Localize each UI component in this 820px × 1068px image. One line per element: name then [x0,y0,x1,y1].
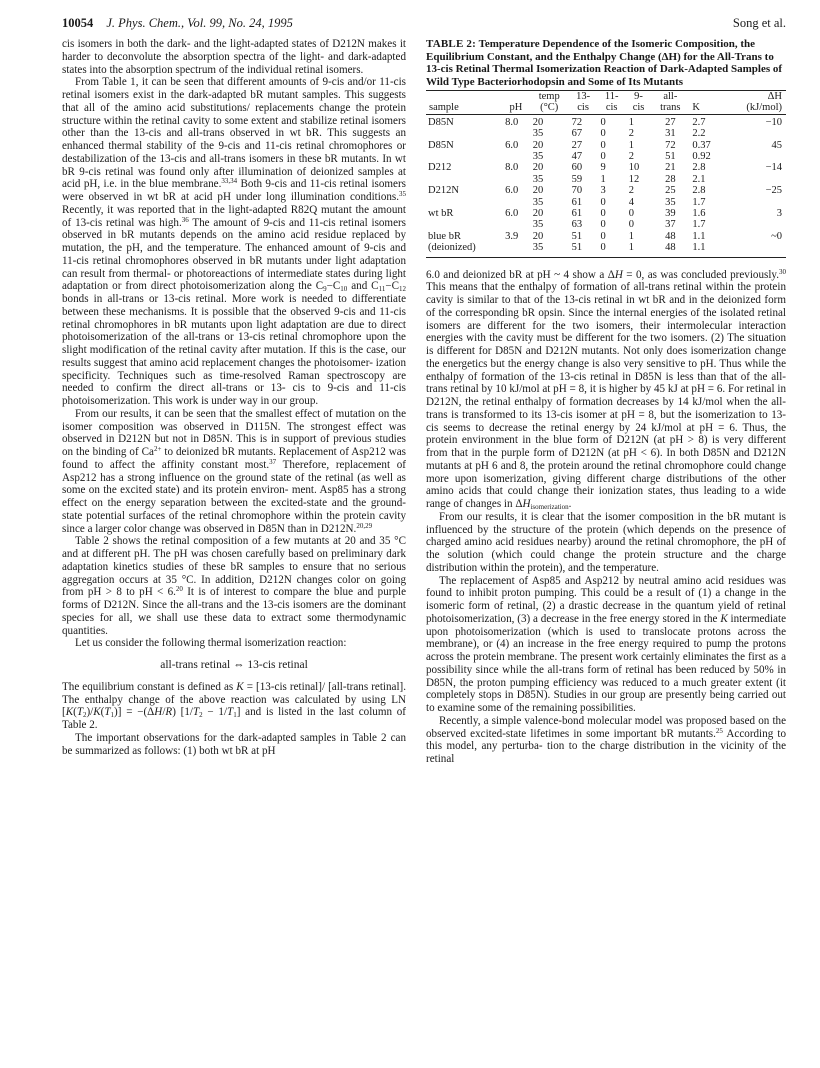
right-column [426,38,786,766]
text-run: Therefore, replacement of Asp212 has a strong influence on the ground state of the retinal (as well as some on the excited state) and its protein environ- ment. Asp85 has a strong effect on the energy separation between the excited-state and the ground-state potential surfaces of the retinal chromophore within the protein cavity since a larger color change was observed in D85N than in D212N. [62,458,406,535]
table-cell: 28 [665,173,676,185]
table-cell: 0 [628,219,635,231]
table-cell: 47 [571,151,583,163]
table-cell [725,174,786,185]
table-cell: 0 [600,230,606,242]
table-2 [426,90,786,258]
italic-symbol: T [192,706,200,719]
subscript: 10 [340,285,348,294]
text-run: The amount of 9-cis and 11-cis retinal isomers observed in bR mutants depends on the amino acid residue replaced by mutation, the pH, and the temperature. The enhanced amount of 9-cis and 11-cis retinal chromophores observed in bR mutants under light adaptation can result from thermal- or photoreactions of intermediate states during light adaptation or from direct photoisomerization along the C [62,216,406,293]
table-cell: 2.8 [692,162,706,174]
table-cell: 8.0 [505,116,519,128]
table-cell: (deionized) [428,242,476,254]
text-run: intermediate upon photoisomerization (which is used to translocate protons across the membrane), or (4) an increase in the free energy required to pump the protons across the protein membrane. The present work certainly eliminates the first as a possibility since while the all-trans form of retinal has been reduced by 50% in D85N, the proton pumping efficiency was reduced to a much greater extent (it completely stops in D85N). Studies in our group are presently being carried out to examine some of the remaining possibilities. [426,612,786,715]
table-cell: D85N [428,139,454,151]
table-cell: 61 [571,196,583,208]
table-cell: 1.7 [692,196,706,208]
text-run: −C [326,280,341,293]
table-row [426,151,786,162]
table-cell: 3 [600,185,606,197]
text-run: bonds in all-trans or 13-cis retinal. More work is needed to differentiate between these mechanisms. It is possible that the observed 9-cis and 11-cis retinal chromophores in bR mutants upon light adaptation are due to direct photoisomerization of the all-trans or 13-cis retinal chromophore upon the slight modification of the retinal cavity after mutation. If this is the case, our results suggest that amino acid replacement changes the photoisomer- ization specificity. Techniques such as time-resolved Raman spectroscopy are needed to confirm the direct all-trans or 13- cis to 9-cis and 11-cis photoisomerization. This work is under way in our group. [62,293,406,407]
subscript: 2 [82,711,87,720]
italic-symbol: T [104,706,111,719]
italic-symbol: K [65,706,74,719]
table-cell: 0 [600,139,606,151]
table-cell: D85N [428,116,454,128]
page-number: 10054 [62,16,94,30]
text-run: From our results, it is clear that the isomer composition in the bR mutant is influenced by the structure of the protein (which depends on the presence of charged amino acid residues nearby) around the retinal chromophore, the pH of the solution (which could change the protein structure and the charge distribution within the protein), and the temperature. [426,510,786,574]
table-cell: 67 [571,128,583,140]
table-cell: 35 [532,128,544,140]
table-row [426,174,786,185]
text-run: This means that the enthalpy of formation of all-trans retinal within the protein cavity is similar to that of the 13-cis retinal in wt bR and in the deionized form of the corresponding bR opsin. Since the internal energies of the isolated retinal isomers are different for the two isomers, their intermolecular interaction energies with the cavity must be different for the two isomers. (2) The situation is different for D85N and D212N mutants. Not only does isomerization change the energetics but the energy change is also very sensitive to pH. Thus while the enthalpy of formation of the 13-cis retinal in D85N is less than that of the all-trans retinal by 10 kJ/mol at pH = 8, it is higher by 45 kJ at pH = 6. For retinal in D212N, the retinal enthalpy of formation decreases by 14 kJ/mol when the all-trans is transformed to its 13-cis isomer at pH = 8, but the isomerization to 13-cis seems to decrease the retinal energy by 24 kJ/mol at pH = 6. Thus, the protein environment in the blue form of D212N (at pH > 8) is very different from that in the purple form of D212N (at pH < 6). In both D85N and D212N mutants at pH 6 and 8, the protein around the retinal chromophore could change more upon isomerization, giving different charge distributions of the other amino acids that could change their ionization states, thus leading to a wide range of changes in Δ [426,281,786,511]
table-cell: 1 [628,242,635,254]
table-header-cell: temp [538,91,560,102]
table-caption [426,38,786,88]
table-cell: 1 [600,173,606,185]
table-cell [502,219,530,230]
table-cell: 3.9 [505,230,519,242]
table-row [426,185,786,196]
table-cell: 1 [628,116,635,128]
text-run: The important observations for the dark-adapted samples in Table 2 can be summarized as follows: (1) both wt bR at pH [62,731,406,757]
table-header-cell: K [689,102,724,114]
italic-symbol: T [76,706,83,719]
table-cell: 20 [532,230,544,242]
table-cell [426,174,502,185]
table-cell: 0 [600,219,606,231]
table-cell: 35 [532,151,544,163]
text-run: Recently, it was reported that in the light-adapted R82Q mutant the amount of 13-cis retinal was high. [62,203,406,229]
table-row [426,231,786,242]
table-row [426,140,786,151]
table-header-cell: cis [598,102,626,114]
table-cell: 1.1 [692,230,706,242]
table-cell: 20 [532,139,544,151]
table-cell: −25 [765,185,782,197]
text-run: ] and is listed in the last column of Table 2. [62,706,407,731]
table-header-row [426,91,786,103]
table-header-cell [426,91,502,103]
table-cell: 0.37 [692,139,711,151]
table-cell: 70 [571,185,583,197]
text-run: and C [347,280,379,293]
table-cell: wt bR [428,208,454,220]
table-cell: 2 [628,185,635,197]
reference-superscript: 20,29 [356,521,373,530]
text-run: From Table 1, it can be seen that different amounts of 9-cis and/or 11-cis retinal isomers exist in the dark-adapted bR mutant samples. This suggests that all of the amino acid substitutions/ replacements change the protein structure within the retinal cavity to some extent and stabilize retinal isomers other than the 13-cis and all-trans observed in wt bR. This suggests an enhanced thermal stability of the 9-cis and 11-cis retinal chromophores or destabilization of the 13-cis and all-trans isomers in these bR mutants. In wt bR 9-cis retinal was found only after illumination of deionized samples at acid pH, i.e. in the blue membrane. [62,76,406,191]
table-header-cell: 9- [634,91,643,102]
journal-citation: J. Phys. Chem., Vol. 99, No. 24, 1995 [106,16,293,30]
table-cell: 25 [665,185,676,197]
table-cell [725,128,786,139]
paragraph [62,732,406,758]
text-run: −C [385,280,399,293]
table-cell [426,151,502,162]
text-run: The replacement of Asp85 and Asp212 by neutral amino acid residues was found to inhibit proton pumping. This could be a result of (1) a change in the isomeric form of retinal, (2) a drastic decrease in the quantum yield of retinal photoisomerization, (3) a decrease in the free energy stored in the [426,574,786,625]
table-cell: 48 [665,230,676,242]
table-header-cell: sample [426,102,502,114]
italic-symbol: K [236,680,244,693]
text-run: Let us consider the following thermal isomerization reaction: [75,637,347,650]
table-cell: 72 [571,116,583,128]
table-body [426,114,786,257]
table-row [426,197,786,208]
table-header-cell [502,91,530,103]
table-cell: 10 [628,162,640,174]
table-cell: 0.92 [692,151,711,163]
text-run: From our results, it can be seen that the smallest effect of mutation on the isomer composition was observed in D115N. The strongest effect was observed in D212N but not in D85N. This is in support of previous studies on the binding of Ca [62,407,406,458]
paragraph [62,408,406,536]
italic-symbol: T [227,706,234,719]
table-cell: 0 [600,196,606,208]
text-run: )] = −(Δ [114,706,155,719]
table-cell: 4 [628,196,635,208]
paragraph [426,269,786,511]
table-cell [725,197,786,208]
table-cell: 8.0 [505,162,519,174]
table-cell [725,242,786,257]
text-run: Recently, a simple valence-bond molecular model was proposed based on the observed excited-state lifetimes in some important bR mutants. [426,714,786,740]
text-run: = [13-cis retinal]/ [all-trans retinal]. The enthalpy change of the above reaction was calculated by using LN [ [62,680,407,719]
table-cell [502,242,530,257]
table-cell: 9 [600,162,606,174]
table-cell: 35 [532,173,544,185]
table-cell: 51 [571,242,583,254]
italic-symbol: H [522,498,531,511]
table-header-cell: all- [663,91,678,102]
table-cell [502,151,530,162]
table-cell: 0 [600,151,606,163]
table-cell: 59 [571,173,583,185]
table-cell: 51 [571,230,583,242]
table-header-cell: 11- [604,91,619,102]
table-cell: 1.7 [692,219,706,231]
table-header-row [426,102,786,114]
reference-superscript: 30 [779,267,786,276]
table-cell: 1.1 [692,242,706,254]
italic-symbol: K [93,706,101,719]
subscript: 12 [399,285,406,294]
table-cell: 61 [571,208,583,220]
paragraph [62,76,406,408]
paragraph [426,715,786,766]
table-cell: 0 [600,242,606,254]
italic-symbol: H [154,706,163,719]
page-header [62,16,786,38]
table-cell: 12 [628,173,640,185]
table-cell: 45 [771,139,782,151]
text-run: Table 2 shows the retinal composition of a few mutants at 20 and 35 °C and at different pH. The pH was chosen carefully based on preliminary dark adaptation kinetics studies of these bR samples to ensure that no serious aggregation occurs at 35 °C. In addition, D212N changes color on going from pH > 8 to pH < 6. [62,535,406,599]
table-cell: 0 [628,208,635,220]
table-cell: 39 [665,208,676,220]
subscript: 1 [233,711,237,720]
table-cell: 6.0 [505,139,519,151]
subscript: 1 [110,711,115,720]
table-cell [426,197,502,208]
table-cell: 31 [665,128,676,140]
table-row [426,114,786,128]
table-header-cell: trans [651,102,689,114]
table-cell: 2.8 [692,185,706,197]
table-cell: 2.7 [692,116,706,128]
table-cell: ~0 [771,230,782,242]
table-header-cell: pH [502,102,530,114]
reference-superscript: 37 [269,457,277,466]
table-cell: 48 [665,242,676,254]
table-cell: 6.0 [505,185,519,197]
reference-superscript: 35 [399,190,406,198]
text-run: − 1/ [202,706,228,719]
table-cell: 6.0 [505,208,519,220]
left-column [62,38,406,757]
table-header-cell: (°C) [530,102,569,114]
table-cell: 2.2 [692,128,706,140]
table-cell: blue bR [428,230,461,242]
text-run: ( [73,706,77,719]
reference-superscript: 33,34 [221,177,238,186]
text-run: = 0, as was concluded previously. [622,268,779,281]
table-cell [426,219,502,230]
table-cell: 63 [571,219,583,231]
table-cell: −14 [765,162,782,174]
subscript: 9 [323,285,327,294]
table-header-cell: cis [569,102,598,114]
table-label: TABLE 2: [426,38,476,50]
table-cell: 0 [600,128,606,140]
table-row [426,208,786,219]
table-cell: 2 [628,128,635,140]
table-cell: D212N [428,185,459,197]
table-header-cell: (kJ/mol) [725,102,786,114]
table-cell [502,197,530,208]
table-cell: 0 [600,116,606,128]
reference-superscript: 2+ [153,445,162,453]
text-run: ( [100,706,105,719]
table-cell [426,128,502,139]
paragraph [62,637,406,650]
text-run: According to this model, any perturba- tion to the charge distribution in the vicinity of the retinal [426,727,786,766]
text-run: The equilibrium constant is defined as [62,680,237,693]
table-cell: 72 [665,139,676,151]
reference-superscript: 36 [181,215,189,224]
text-run: 6.0 and deionized bR at pH ~ 4 show a Δ [426,268,615,281]
table-cell: D212 [428,162,452,174]
table-cell: 20 [532,162,544,174]
table-cell: 35 [532,219,544,231]
table-cell: 2 [628,151,635,163]
table-cell: 27 [665,116,676,128]
table-cell: 2.1 [692,173,706,185]
table-header-cell: 13- [576,91,591,102]
subscript: isomerization [530,503,569,512]
table-cell: 51 [665,151,676,163]
table-cell: 0 [600,208,606,220]
table-cell: 35 [532,242,544,254]
paragraph [62,535,406,637]
table-cell: 37 [665,219,676,231]
table-cell: 1.6 [692,208,706,220]
table-row [426,128,786,139]
table-cell: 35 [665,196,676,208]
reaction-equation: all-trans retinal ⇔ 13-cis retinal [160,659,308,671]
table-cell: 27 [571,139,583,151]
text-run: / [162,706,166,719]
paragraph [426,511,786,575]
table-row [426,219,786,230]
text-run: It is of interest to compare the blue and purple forms of D212N. Since the all-trans and the 13-cis isomers are the dominant species for all, we shall use these data to extract some thermodynamic quantities. [62,586,406,637]
text-run: Both 9-cis and 11-cis retinal isomers were observed in wt bR at acid pH under long illumination conditions. [62,178,406,203]
table-cell: −10 [765,116,782,128]
table-row [426,162,786,173]
table-row [426,242,786,257]
text-run: . [568,498,572,511]
subscript: 2 [199,711,203,720]
table-header-cell [689,91,724,103]
italic-symbol: H [614,268,623,281]
table-cell: 20 [532,116,544,128]
table-header-cell: cis [626,102,651,114]
table-cell: 1 [628,139,635,151]
running-authors: Song et al. [732,16,786,30]
table-cell [725,151,786,162]
reference-superscript: 25 [715,726,723,735]
table-header-cell: ΔH [767,91,782,102]
table-cell [725,219,786,230]
text-run: cis isomers in both the dark- and the light-adapted states of D212N makes it harder to deconvolute the absorption spectra of the light- and dark-adapted states into the absorption spectrum of the individual retinal isomers. [62,38,406,76]
table-cell: 1 [628,230,635,242]
paragraph [426,575,786,715]
table-cell [502,128,530,139]
table-cell: 35 [532,196,544,208]
reference-superscript: 20 [175,585,183,594]
text-run: to deionized bR mutants. Replacement of Asp212 was found to affect the affinity constant most. [62,446,406,471]
paragraph [62,681,406,732]
table-cell: 20 [532,185,544,197]
paragraph [62,38,406,76]
text-run: )/ [86,706,94,719]
table-cell: 60 [571,162,583,174]
italic-symbol: K [720,612,728,625]
table-cell: 20 [532,208,544,220]
table-cell: 21 [665,162,676,174]
italic-symbol: R [165,706,173,719]
table-cell: 3 [776,208,782,220]
table-caption-text: Temperature Dependence of the Isomeric Composition, the Equilibrium Constant, and the Enthalpy Change (ΔH) for the All-Trans to 13-cis Retinal Thermal Isomerization Reaction of Dark-Adapted Samples of Wild Type Bacteriorhodopsin and Some of Its Mutants [426,38,783,88]
text-run: ) [1/ [172,706,193,719]
table-cell [502,174,530,185]
subscript: 11 [378,285,386,294]
